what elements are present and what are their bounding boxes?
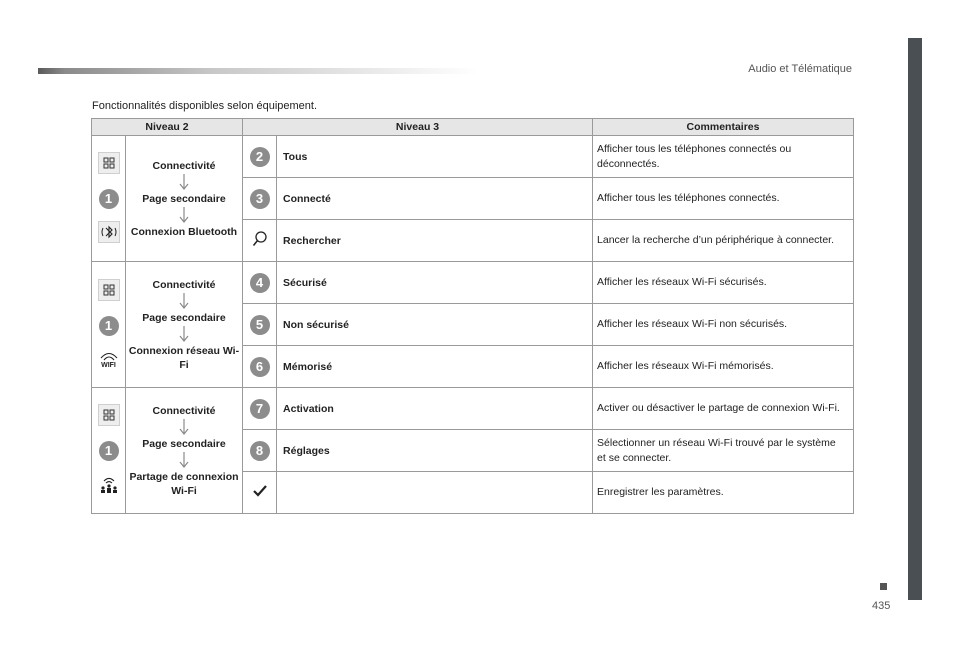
level2-step: Partage de connexion Wi-Fi bbox=[129, 470, 239, 497]
level3-icon-cell bbox=[243, 136, 277, 178]
level3-name[interactable]: Activation bbox=[277, 388, 593, 430]
comment-text: Afficher tous les téléphones connectés ou déconnectés. bbox=[593, 136, 854, 178]
level3-icon-cell bbox=[243, 304, 277, 346]
col-header-level2: Niveau 2 bbox=[92, 119, 243, 136]
comment-text: Sélectionner un réseau Wi-Fi trouvé par le système et se connecter. bbox=[593, 430, 854, 472]
level3-icon-cell bbox=[243, 430, 277, 472]
level3-icon-cell bbox=[243, 388, 277, 430]
level3-name[interactable]: Réglages bbox=[277, 430, 593, 472]
features-table bbox=[91, 118, 854, 514]
level2-icons-cell bbox=[92, 388, 126, 514]
level2-step: Connectivité bbox=[152, 404, 216, 417]
comment-text: Activer ou désactiver le partage de connexion Wi-Fi. bbox=[593, 388, 854, 430]
level3-name[interactable]: Non sécurisé bbox=[277, 304, 593, 346]
page-number: 435 bbox=[872, 600, 891, 612]
level2-step: Connexion Bluetooth bbox=[130, 225, 238, 238]
level3-name bbox=[277, 472, 593, 514]
checkmark-icon[interactable] bbox=[253, 485, 267, 497]
comment-text: Afficher tous les téléphones connectés. bbox=[593, 178, 854, 220]
comment-text: Enregistrer les paramètres. bbox=[593, 472, 854, 514]
level2-step: Page secondaire bbox=[142, 311, 226, 324]
level3-name[interactable]: Tous bbox=[277, 136, 593, 178]
level2-step: Page secondaire bbox=[142, 437, 226, 450]
level3-icon-cell bbox=[243, 262, 277, 304]
hotspot-share-icon[interactable] bbox=[98, 473, 120, 498]
level3-name[interactable]: Rechercher bbox=[277, 220, 593, 262]
level3-name[interactable]: Connecté bbox=[277, 178, 593, 220]
table-row bbox=[92, 388, 854, 430]
apps-grid-icon[interactable] bbox=[98, 404, 120, 429]
page-side-tab bbox=[908, 38, 922, 600]
step-badge: 1 bbox=[99, 441, 119, 461]
level3-name[interactable]: Mémorisé bbox=[277, 346, 593, 388]
arrow-down-icon bbox=[179, 207, 189, 223]
level2-step: Page secondaire bbox=[142, 192, 226, 205]
step-badge: 6 bbox=[250, 357, 270, 377]
level2-step: Connexion réseau Wi-Fi bbox=[128, 344, 240, 371]
step-badge: 3 bbox=[250, 189, 270, 209]
page-marker bbox=[880, 583, 887, 590]
col-header-level3: Niveau 3 bbox=[243, 119, 593, 136]
level2-icons-cell bbox=[92, 262, 126, 388]
table-row bbox=[92, 262, 854, 304]
arrow-down-icon bbox=[179, 326, 189, 342]
table-row bbox=[92, 136, 854, 178]
comment-text: Lancer la recherche d’un périphérique à connecter. bbox=[593, 220, 854, 262]
table-header-row bbox=[92, 119, 854, 136]
level3-icon-cell bbox=[243, 178, 277, 220]
comment-text: Afficher les réseaux Wi-Fi sécurisés. bbox=[593, 262, 854, 304]
step-badge: 1 bbox=[99, 316, 119, 336]
step-badge: 7 bbox=[250, 399, 270, 419]
step-badge: 8 bbox=[250, 441, 270, 461]
search-icon[interactable] bbox=[252, 230, 268, 248]
arrow-down-icon bbox=[179, 293, 189, 309]
arrow-down-icon bbox=[179, 419, 189, 435]
apps-grid-icon[interactable] bbox=[98, 279, 120, 304]
apps-grid-icon[interactable] bbox=[98, 152, 120, 177]
level3-name[interactable]: Sécurisé bbox=[277, 262, 593, 304]
level3-icon-cell bbox=[243, 220, 277, 262]
step-badge: 4 bbox=[250, 273, 270, 293]
arrow-down-icon bbox=[179, 174, 189, 190]
bluetooth-icon[interactable] bbox=[98, 221, 120, 246]
level2-path-cell bbox=[126, 136, 243, 262]
step-badge: 1 bbox=[99, 189, 119, 209]
comment-text: Afficher les réseaux Wi-Fi non sécurisés. bbox=[593, 304, 854, 346]
level2-path-cell bbox=[126, 388, 243, 514]
level3-icon-cell bbox=[243, 346, 277, 388]
level3-icon-cell bbox=[243, 472, 277, 514]
wifi-label: WIFI bbox=[101, 362, 116, 369]
step-badge: 5 bbox=[250, 315, 270, 335]
step-badge: 2 bbox=[250, 147, 270, 167]
intro-text: Fonctionnalités disponibles selon équipement. bbox=[92, 100, 318, 112]
col-header-comments: Commentaires bbox=[593, 119, 854, 136]
header-decor-bar bbox=[38, 68, 478, 74]
level2-path-cell bbox=[126, 262, 243, 388]
level2-step: Connectivité bbox=[152, 159, 216, 172]
level2-step: Connectivité bbox=[152, 278, 216, 291]
arrow-down-icon bbox=[179, 452, 189, 468]
wifi-icon[interactable] bbox=[97, 348, 121, 370]
comment-text: Afficher les réseaux Wi-Fi mémorisés. bbox=[593, 346, 854, 388]
level2-icons-cell bbox=[92, 136, 126, 262]
section-title: Audio et Télématique bbox=[748, 63, 852, 75]
